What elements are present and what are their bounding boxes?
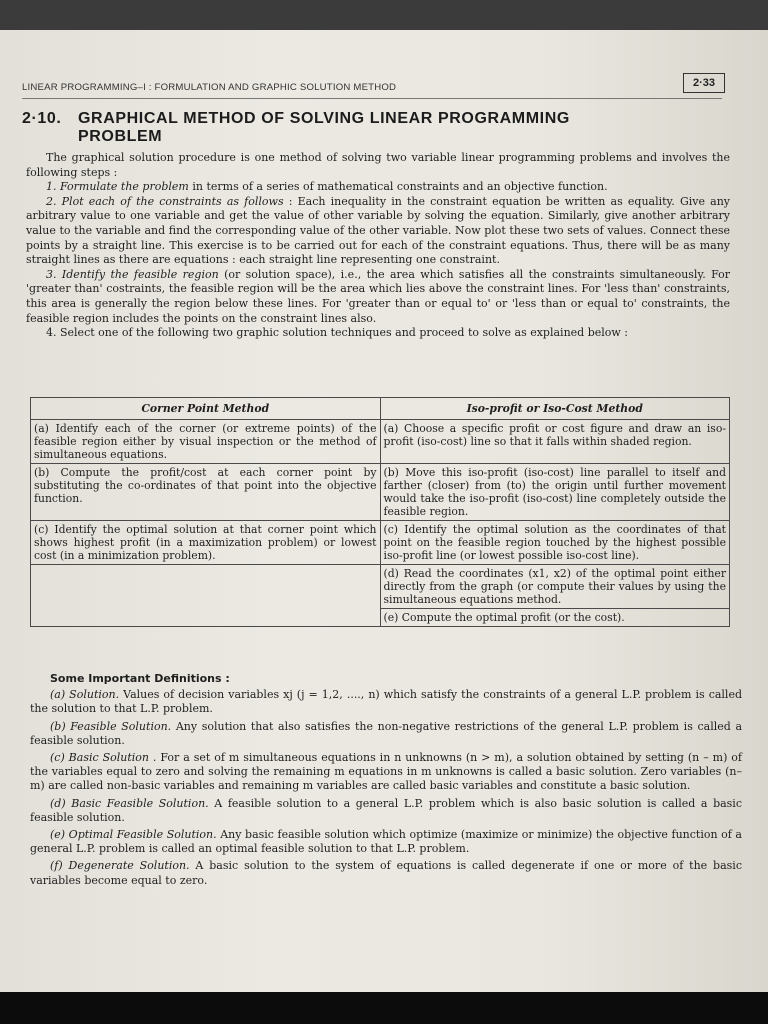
definition-label: (f) Degenerate Solution. (50, 859, 190, 873)
intro-paragraph: The graphical solution procedure is one method of solving two variable linear programming problems and involves the following steps : (26, 151, 730, 179)
step-1-lead: 1. Formulate the problem (46, 180, 189, 194)
section-number: 2·10. (22, 110, 62, 127)
corner-point-step-b: (b) Compute the profit/cost at each corner point by substituting the co-ordinates of that point into the objective function. (31, 464, 381, 521)
definition-text: Any solution that also satisfies the non-negative restrictions of the general L.P. problem is called a feasible solution. (30, 719, 743, 747)
section-body (26, 151, 730, 341)
step-1 (26, 180, 730, 195)
section-title (22, 110, 722, 146)
definition-text: A feasible solution to a general L.P. problem which is also basic solution is called a basic feasible solution. (30, 796, 742, 824)
definitions-section (30, 672, 742, 891)
page-number: 2·33 (683, 73, 725, 93)
definition-label: (e) Optimal Feasible Solution. (50, 828, 217, 842)
definition-label: (a) Solution. (50, 688, 120, 702)
book-page (0, 30, 768, 992)
step-2 (26, 195, 730, 268)
corner-point-empty-cell (31, 565, 381, 627)
step-4-text: 4. Select one of the following two graphic solution techniques and proceed to solve as explained below : (46, 326, 629, 340)
definition-basic-solution (30, 751, 742, 794)
iso-profit-step-c: (c) Identify the optimal solution as the coordinates of that point on the feasible region touched by the highest possible iso-profit line (or lowest possible iso-cost line). (380, 521, 730, 565)
table-row (31, 464, 730, 521)
definition-text: Any basic feasible solution which optimize (maximize or minimize) the objective function of a general L.P. problem is called an optimal feasible solution to that L.P. problem. (30, 828, 742, 856)
table-row (31, 420, 730, 464)
iso-profit-method-header: Iso-profit or Iso-Cost Method (380, 398, 730, 420)
definition-solution (30, 688, 742, 716)
methods-table-header-row (31, 398, 730, 420)
iso-profit-step-b: (b) Move this iso-profit (iso-cost) line parallel to itself and farther (closer) from (to) the origin until further movement would take the iso-profit (iso-cost) line completely outside the feasible region. (380, 464, 730, 521)
corner-point-step-a: (a) Identify each of the corner (or extreme points) of the feasible region either by visual inspection or the method of simultaneous equations. (31, 420, 381, 464)
running-header: LINEAR PROGRAMMING–I : FORMULATION AND GRAPHIC SOLUTION METHOD (22, 82, 722, 99)
definition-basic-feasible-solution (30, 797, 742, 825)
definition-label: (c) Basic Solution . (50, 751, 157, 765)
methods-table (30, 397, 730, 627)
photo-background-top (0, 0, 768, 30)
definition-text: A basic solution to the system of equations is called degenerate if one or more of the basic variables become equal to zero. (30, 859, 742, 887)
corner-point-step-c: (c) Identify the optimal solution at that corner point which shows highest profit (in a maximization problem) or lowest cost (in a minimization problem). (31, 521, 381, 565)
section-title-line1: GRAPHICAL METHOD OF SOLVING LINEAR PROGRAMMING (78, 110, 570, 127)
corner-point-method-header: Corner Point Method (31, 398, 381, 420)
definition-optimal-feasible-solution (30, 828, 742, 856)
section-title-line2: PROBLEM (78, 128, 163, 145)
definitions-heading: Some Important Definitions : (50, 672, 230, 685)
step-3 (26, 268, 730, 326)
definition-feasible-solution (30, 720, 742, 748)
definition-degenerate-solution (30, 859, 742, 887)
step-1-text: in terms of a series of mathematical constraints and an objective function. (188, 180, 608, 194)
photo-background-bottom (0, 992, 768, 1024)
table-row (31, 565, 730, 609)
step-2-text: : Each inequality in the constraint equation be written as equality. Give any arbitrary value to one variable and get the value of other variable by solving the equation. Similarly, give another arbitrary value to the variable and find the corresponding value of the other variable. Now plot these two sets of values. Connect these points by a straight line. This exercise is to be carried out for each of the constraint equations. Thus, there will be as many straight lines as there are equations : each straight line representing one constraint. (26, 194, 730, 267)
step-3-text: (or solution space), i.e., the area which satisfies all the constraints simultaneously. For 'greater than' costraints, the feasible region will be the area which lies above the constraint lines. For 'less than' constraints, this area is generally the region below these lines. For 'greater than or equal to' or 'less than or equal to' constraints, the feasible region includes the points on the constraint lines also. (26, 267, 730, 325)
step-4 (26, 326, 730, 341)
step-3-lead: 3. Identify the feasible region (46, 267, 219, 281)
definition-label: (b) Feasible Solution. (50, 719, 172, 733)
iso-profit-step-a: (a) Choose a specific profit or cost figure and draw an iso-profit (iso-cost) line so that it falls within shaded region. (380, 420, 730, 464)
definition-label: (d) Basic Feasible Solution. (50, 796, 209, 810)
definition-text: For a set of m simultaneous equations in n unknowns (n > m), a solution obtained by setting (n – m) of the variables equal to zero and solving the remaining m equations in m unknowns is called a basic solution. Zero variables (n–m) are called non-basic variables and remaining m variables are called basic variables and constitute a basic solution. (30, 751, 742, 793)
table-row (31, 521, 730, 565)
iso-profit-step-d: (d) Read the coordinates (x1, x2) of the optimal point either directly from the graph (or compute their values by using the simultaneous equations method. (380, 565, 730, 609)
step-2-lead: 2. Plot each of the constraints as follows (46, 194, 284, 208)
iso-profit-step-e: (e) Compute the optimal profit (or the cost). (380, 609, 730, 627)
definition-text: Values of decision variables xj (j = 1,2, ...., n) which satisfy the constraints of a general L.P. problem is called the solution to that L.P. problem. (30, 688, 742, 716)
